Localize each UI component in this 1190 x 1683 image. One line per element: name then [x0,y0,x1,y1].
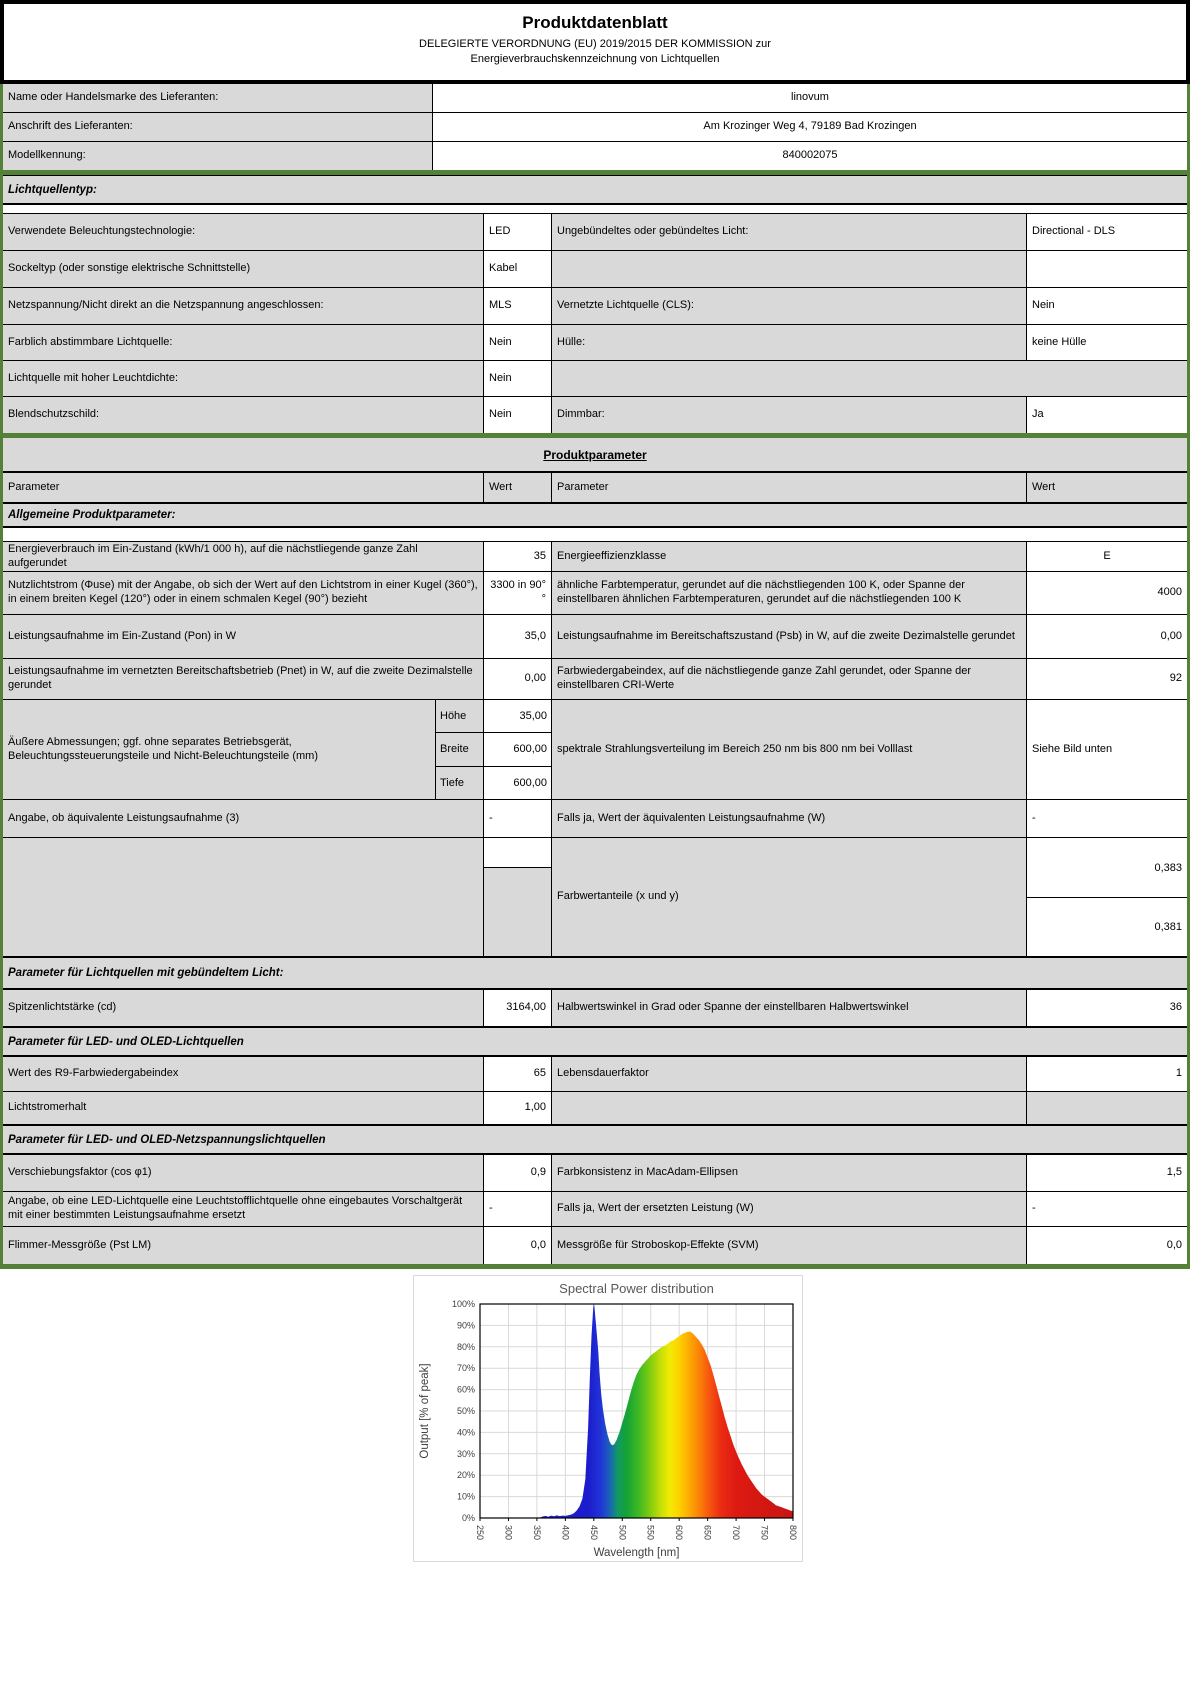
param-value: MLS [484,288,552,324]
param-value: LED [484,214,552,250]
section-header-led-oled: Parameter für LED- und OLED-Lichtquellen [3,1027,1187,1057]
svg-text:400: 400 [560,1525,571,1541]
svg-text:650: 650 [702,1525,713,1541]
param-label: Ungebündeltes oder gebündeltes Licht: [552,214,1027,250]
svg-text:800: 800 [788,1525,798,1541]
dimension-value: 600,00 [484,767,552,799]
dimension-name: Tiefe [436,767,484,799]
param-value: Nein [484,397,552,433]
param-value: - [484,1192,552,1226]
section-header-lichtquellentyp: Lichtquellentyp: [3,175,1187,205]
model-id-value: 840002075 [433,142,1187,170]
column-header-parameter-1: Parameter [3,473,484,502]
param-label: spektrale Strahlungsverteilung im Bereich 250 nm bis 800 nm bei Volllast [552,700,1027,799]
svg-text:250: 250 [475,1525,485,1541]
svg-text:750: 750 [759,1525,770,1541]
table-row [3,1057,1187,1092]
table-row [3,542,1187,572]
supplier-address-value: Am Krozinger Weg 4, 79189 Bad Krozingen [433,113,1187,141]
supplier-name-value: linovum [433,84,1187,112]
column-header-row [3,473,1187,503]
param-label: Äußere Abmessungen; ggf. ohne separates Betriebsgerät, Beleuchtungssteuerungsteile und Nicht-Beleuchtungsteile (mm) [3,700,436,799]
param-label: Energieeffizienzklasse [552,542,1027,571]
param-value: keine Hülle [1027,325,1187,360]
datasheet-table [0,84,1190,1269]
table-row [3,1155,1187,1192]
param-label-empty [552,251,1027,287]
dimension-row [436,733,552,766]
param-value: 0,0 [1027,1227,1187,1264]
produktparameter-title: Produktparameter [543,447,647,462]
param-label: Farbwiedergabeindex, auf die nächstliegende ganze Zahl gerundet, oder Spanne der einstellbaren CRI-Werte [552,659,1027,699]
param-value: 1,5 [1027,1155,1187,1191]
param-label: Messgröße für Stroboskop-Effekte (SVM) [552,1227,1027,1264]
param-value: Nein [1027,288,1187,324]
param-label: Leistungsaufnahme im Ein-Zustand (Pon) in W [3,615,484,658]
param-label: Blendschutzschild: [3,397,484,433]
param-label: Dimmbar: [552,397,1027,433]
svg-text:60%: 60% [456,1384,475,1395]
param-value: 36 [1027,990,1187,1026]
param-label: Vernetzte Lichtquelle (CLS): [552,288,1027,324]
column-header-wert-2: Wert [1027,473,1187,502]
param-value: Nein [484,325,552,360]
param-label: Hülle: [552,325,1027,360]
param-label: Netzspannung/Nicht direkt an die Netzspannung angeschlossen: [3,288,484,324]
spectral-power-chart-panel [413,1275,803,1562]
spectral-power-chart [414,1276,802,1561]
param-label: Leistungsaufnahme im vernetzten Bereitschaftsbetrieb (Pnet) in W, auf die zweite Dezimalstelle gerundet [3,659,484,699]
param-value: - [1027,800,1187,837]
table-row-dimensions [3,700,1187,800]
param-value: Nein [484,361,552,396]
param-label: ähnliche Farbtemperatur, gerundet auf die nächstliegenden 100 K, oder Spanne der einstellbaren ähnlichen Farbtemperaturen, gerundet auf die nächstliegenden 100 K [552,572,1027,614]
wert-column-filler [484,838,552,956]
table-row [3,1192,1187,1227]
svg-text:300: 300 [503,1525,514,1541]
spacer [3,205,1187,214]
table-row [3,361,1187,397]
table-row [3,659,1187,700]
param-label: Sockeltyp (oder sonstige elektrische Schnittstelle) [3,251,484,287]
param-value: - [1027,1192,1187,1226]
section-header-allgemeine: Allgemeine Produktparameter: [3,503,1187,528]
table-row [3,325,1187,361]
empty-gray-cell [484,868,551,956]
svg-text:700: 700 [731,1525,742,1541]
param-value: 1,00 [484,1092,552,1124]
table-row-farbwertanteile [3,838,1187,957]
page-subtitle-energy: Energieverbrauchskennzeichnung von Lichtquellen [470,53,720,65]
param-value: 0,0 [484,1227,552,1264]
section-header-gebuendeltem-licht: Parameter für Lichtquellen mit gebündeltem Licht: [3,957,1187,990]
param-value: Ja [1027,397,1187,433]
param-value: E [1027,542,1187,571]
param-label-empty [552,1092,1027,1124]
svg-text:90%: 90% [456,1320,475,1331]
section-header-produktparameter [3,438,1187,473]
param-label: Falls ja, Wert der ersetzten Leistung (W) [552,1192,1027,1226]
dimension-value: 35,00 [484,700,552,732]
spacer [3,528,1187,542]
dimension-row [436,700,552,733]
svg-text:10%: 10% [456,1491,475,1502]
param-label: Angabe, ob eine LED-Lichtquelle eine Leuchtstofflichtquelle ohne eingebautes Vorschaltgerät mit einer bestimmten Leistungsaufnahme ersetzt [3,1192,484,1226]
table-row [3,142,1187,170]
param-value-empty [1027,1092,1187,1124]
page-subtitle-regulation: DELEGIERTE VERORDNUNG (EU) 2019/2015 DER KOMMISSION zur [419,38,771,50]
dimension-subtable [436,700,552,799]
param-label: Lichtstromerhalt [3,1092,484,1124]
svg-text:20%: 20% [456,1470,475,1481]
param-label: Nutzlichtstrom (Φuse) mit der Angabe, ob sich der Wert auf den Lichtstrom in einer Kugel (360°), in einem breiten Kegel (120°) oder in einem schmalen Kegel (90°) bezieht [3,572,484,614]
param-value: 3164,00 [484,990,552,1026]
param-value: 92 [1027,659,1187,699]
param-label: Wert des R9-Farbwiedergabeindex [3,1057,484,1091]
svg-text:40%: 40% [456,1427,475,1438]
param-value: 65 [484,1057,552,1091]
table-row [3,251,1187,288]
chromaticity-y-value: 0,381 [1027,898,1187,956]
section-header-netzspannung: Parameter für LED- und OLED-Netzspannungslichtquellen [3,1125,1187,1155]
param-value: - [484,800,552,837]
param-value: 0,00 [1027,615,1187,658]
svg-text:100%: 100% [451,1299,475,1309]
page-title: Produktdatenblatt [522,13,668,32]
param-label: Verwendete Beleuchtungstechnologie: [3,214,484,250]
svg-text:80%: 80% [456,1341,475,1352]
param-value: 0,00 [484,659,552,699]
table-row [3,84,1187,113]
supplier-name-label: Name oder Handelsmarke des Lieferanten: [3,84,433,112]
param-label: Farbkonsistenz in MacAdam-Ellipsen [552,1155,1027,1191]
table-row [3,1227,1187,1264]
param-label: Flimmer-Messgröße (Pst LM) [3,1227,484,1264]
svg-text:30%: 30% [456,1448,475,1459]
svg-text:500: 500 [617,1525,628,1541]
param-label: Farblich abstimmbare Lichtquelle: [3,325,484,360]
column-header-wert-1: Wert [484,473,552,502]
chromaticity-values [1027,838,1187,956]
empty-white-cell [484,838,551,868]
param-value: 1 [1027,1057,1187,1091]
table-row [3,615,1187,659]
supplier-address-label: Anschrift des Lieferanten: [3,113,433,141]
svg-text:600: 600 [674,1525,685,1541]
chart-title: Spectral Power distribution [559,1281,714,1296]
table-row [3,214,1187,251]
param-value: 3300 in 90°° [484,572,552,614]
table-row [3,1092,1187,1125]
table-row [3,397,1187,433]
param-label: Lichtquelle mit hoher Leuchtdichte: [3,361,484,396]
param-label: Verschiebungsfaktor (cos φ1) [3,1155,484,1191]
svg-text:350: 350 [531,1525,542,1541]
param-value: 35,0 [484,615,552,658]
param-value: Siehe Bild unten [1027,700,1187,799]
param-label: Angabe, ob äquivalente Leistungsaufnahme (3) [3,800,484,837]
param-label: Farbwertanteile (x und y) [552,838,1027,956]
dimension-row [436,767,552,799]
document-header [0,0,1190,84]
table-row [3,113,1187,142]
param-value-empty [1027,251,1187,287]
y-axis-title: Output [% of peak] [419,1363,431,1459]
param-label-empty-merged [552,361,1187,396]
svg-text:0%: 0% [461,1513,475,1523]
table-row [3,990,1187,1027]
svg-text:70%: 70% [456,1363,475,1374]
svg-text:50%: 50% [456,1406,475,1416]
param-label: Spitzenlichtstärke (cd) [3,990,484,1026]
dimension-name: Höhe [436,700,484,732]
table-row [3,572,1187,615]
param-label: Leistungsaufnahme im Bereitschaftszustand (Psb) in W, auf die zweite Dezimalstelle gerundet [552,615,1027,658]
param-value: Directional - DLS [1027,214,1187,250]
param-value: 4000 [1027,572,1187,614]
param-value: 0,9 [484,1155,552,1191]
svg-text:550: 550 [645,1525,656,1541]
chromaticity-x-value: 0,383 [1027,838,1187,898]
param-label: Lebensdauerfaktor [552,1057,1027,1091]
param-label-empty [3,838,484,956]
param-label: Halbwertswinkel in Grad oder Spanne der einstellbaren Halbwertswinkel [552,990,1027,1026]
param-value: 35 [484,542,552,571]
param-value: Kabel [484,251,552,287]
param-label: Energieverbrauch im Ein-Zustand (kWh/1 000 h), auf die nächstliegende ganze Zahl aufgerundet [3,542,484,571]
column-header-parameter-2: Parameter [552,473,1027,502]
param-label: Falls ja, Wert der äquivalenten Leistungsaufnahme (W) [552,800,1027,837]
svg-text:450: 450 [588,1525,599,1541]
section-divider [3,1264,1187,1269]
x-axis-title: Wavelength [nm] [593,1547,680,1559]
dimension-name: Breite [436,733,484,765]
model-id-label: Modellkennung: [3,142,433,170]
dimension-value: 600,00 [484,733,552,765]
table-row [3,800,1187,838]
table-row [3,288,1187,325]
